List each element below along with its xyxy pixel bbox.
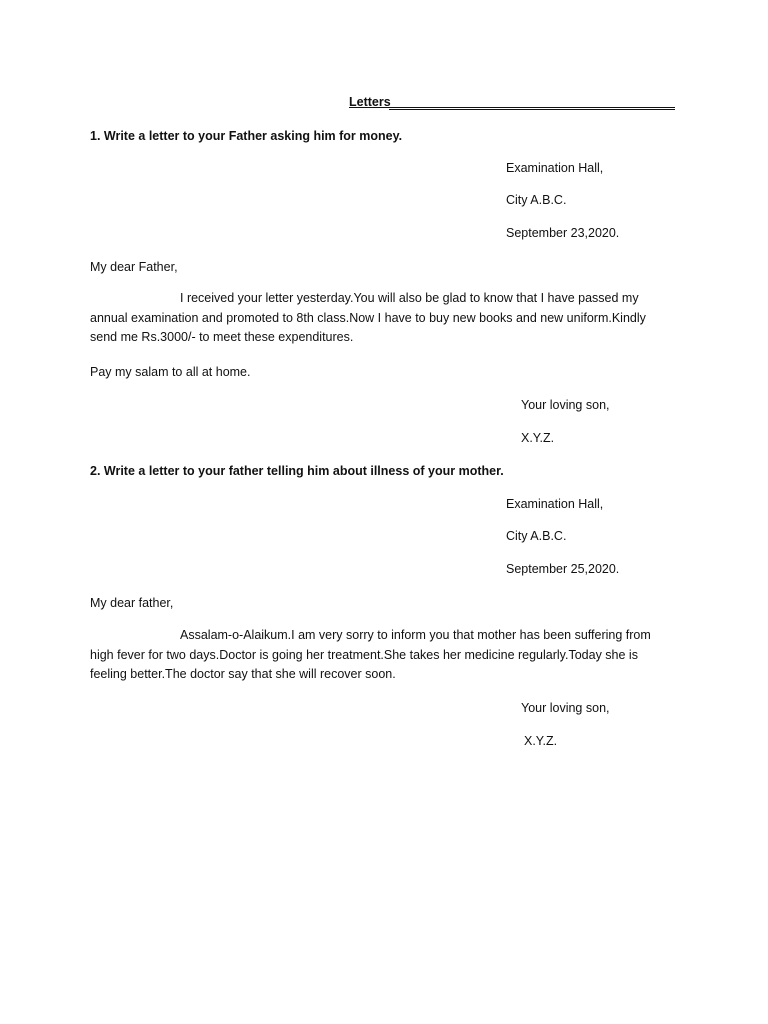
letter-2-address-line2: City A.B.C. bbox=[506, 529, 567, 543]
document-title-text: Letters bbox=[349, 95, 391, 109]
question-1: 1. Write a letter to your Father asking him for money. bbox=[90, 129, 403, 143]
letter-2-date: September 25,2020. bbox=[506, 562, 620, 576]
title-underline bbox=[389, 107, 675, 110]
letter-1-date: September 23,2020. bbox=[506, 226, 620, 240]
letter-1-signature: X.Y.Z. bbox=[521, 431, 555, 445]
letter-2-address-line1: Examination Hall, bbox=[506, 497, 604, 511]
letter-1-address-line1: Examination Hall, bbox=[506, 161, 604, 175]
letter-1-salutation: My dear Father, bbox=[90, 260, 178, 274]
letter-2-signoff: Your loving son, bbox=[521, 701, 610, 715]
letter-2-signature: X.Y.Z. bbox=[524, 734, 558, 748]
document-title bbox=[349, 93, 675, 111]
letter-1-body: I received your letter yesterday.You will also be glad to know that I have passed my annual examination and promoted to 8th class.Now I have to buy new books and new uniform.Kindly send me Rs.3000/- to meet these expenditures. bbox=[90, 291, 646, 344]
letter-1-address-line2: City A.B.C. bbox=[506, 193, 567, 207]
letter-1-closing-line: Pay my salam to all at home. bbox=[90, 365, 251, 379]
letter-2-body: Assalam-o-Alaikum.I am very sorry to inform you that mother has been suffering from high fever for two days.Doctor is going her treatment.She takes her medicine regularly.Today she is feeling better.The doctor say that she will recover soon. bbox=[90, 628, 651, 681]
question-2: 2. Write a letter to your father telling him about illness of your mother. bbox=[90, 464, 504, 478]
letter-2-salutation: My dear father, bbox=[90, 596, 174, 610]
letter-1-signoff: Your loving son, bbox=[521, 398, 610, 412]
